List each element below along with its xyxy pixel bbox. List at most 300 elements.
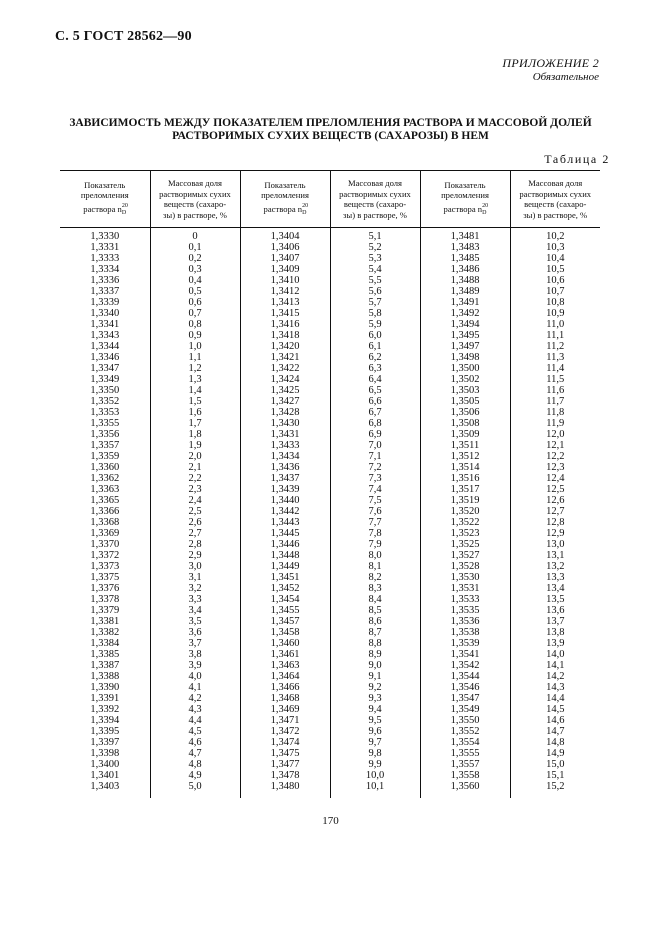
cell-mass-fraction: 8,0 <box>330 550 420 561</box>
cell-refractive-index: 1,3430 <box>240 418 330 429</box>
cell-mass-fraction: 10,5 <box>510 264 600 275</box>
cell-mass-fraction: 1,1 <box>150 352 240 363</box>
cell-mass-fraction: 12,6 <box>510 495 600 506</box>
header-ri-line-1: Показатель <box>264 179 306 190</box>
title-line-2: РАСТВОРИМЫХ СУХИХ ВЕЩЕСТВ (САХАРОЗЫ) В НЕМ <box>172 130 489 142</box>
cell-mass-fraction: 6,0 <box>330 330 420 341</box>
cell-mass-fraction: 1,3 <box>150 374 240 385</box>
table-row <box>60 319 600 330</box>
spacer-cell <box>330 792 420 798</box>
cell-mass-fraction: 11,1 <box>510 330 600 341</box>
header-ri-subscript: D <box>482 209 487 216</box>
cell-mass-fraction: 8,2 <box>330 572 420 583</box>
cell-mass-fraction: 12,9 <box>510 528 600 539</box>
cell-refractive-index: 1,3434 <box>240 451 330 462</box>
cell-mass-fraction: 13,0 <box>510 539 600 550</box>
table-row <box>60 462 600 473</box>
header-refractive-index <box>240 171 330 228</box>
cell-mass-fraction: 10,2 <box>510 228 600 243</box>
cell-mass-fraction: 4,0 <box>150 671 240 682</box>
cell-refractive-index: 1,3536 <box>420 616 510 627</box>
cell-refractive-index: 1,3503 <box>420 385 510 396</box>
cell-mass-fraction: 13,5 <box>510 594 600 605</box>
cell-refractive-index: 1,3458 <box>240 627 330 638</box>
table-row <box>60 429 600 440</box>
cell-refractive-index: 1,3446 <box>240 539 330 550</box>
cell-mass-fraction: 8,1 <box>330 561 420 572</box>
header-ri-line-3 <box>423 201 508 219</box>
cell-refractive-index: 1,3365 <box>90 495 120 506</box>
header-ri-superscript: 20 <box>302 202 309 209</box>
cell-mass-fraction: 5,5 <box>330 275 420 286</box>
document-header: С. 5 ГОСТ 28562—90 <box>55 29 192 44</box>
cell-mass-fraction: 9,8 <box>330 748 420 759</box>
cell-refractive-index: 1,3519 <box>420 495 510 506</box>
cell-mass-fraction: 11,8 <box>510 407 600 418</box>
cell-mass-fraction: 11,3 <box>510 352 600 363</box>
cell-mass-fraction: 11,2 <box>510 341 600 352</box>
cell-mass-fraction: 14,9 <box>510 748 600 759</box>
cell-mass-fraction: 0,2 <box>150 253 240 264</box>
cell-refractive-index: 1,3391 <box>90 693 120 704</box>
cell-mass-fraction: 3,1 <box>150 572 240 583</box>
cell-refractive-index: 1,3481 <box>420 228 510 243</box>
cell-mass-fraction: 12,2 <box>510 451 600 462</box>
header-md-line-1: Массовая доля <box>347 178 403 188</box>
cell-mass-fraction: 15,0 <box>510 759 600 770</box>
cell-mass-fraction: 12,1 <box>510 440 600 451</box>
page-title <box>62 117 599 143</box>
cell-mass-fraction: 5,9 <box>330 319 420 330</box>
table-row <box>60 726 600 737</box>
header-md-line-2: растворимых сухих <box>159 188 231 199</box>
cell-refractive-index: 1,3415 <box>240 308 330 319</box>
cell-mass-fraction: 14,4 <box>510 693 600 704</box>
header-md-line-4: зы) в растворе, % <box>343 209 407 220</box>
header-ri-line-1: Показатель <box>444 179 486 190</box>
cell-refractive-index: 1,3381 <box>90 616 120 627</box>
cell-mass-fraction: 7,5 <box>330 495 420 506</box>
cell-refractive-index: 1,3460 <box>240 638 330 649</box>
table-row <box>60 451 600 462</box>
cell-refractive-index: 1,3502 <box>420 374 510 385</box>
table-row <box>60 330 600 341</box>
appendix-title: ПРИЛОЖЕНИЕ 2 <box>502 56 599 70</box>
cell-refractive-index: 1,3368 <box>90 517 120 528</box>
cell-mass-fraction: 12,3 <box>510 462 600 473</box>
cell-refractive-index: 1,3375 <box>90 572 120 583</box>
cell-refractive-index: 1,3398 <box>90 748 120 759</box>
cell-refractive-index: 1,3353 <box>90 407 120 418</box>
header-ri-text: раствора n <box>83 203 122 214</box>
cell-mass-fraction: 1,8 <box>150 429 240 440</box>
cell-refractive-index: 1,3477 <box>240 759 330 770</box>
cell-mass-fraction: 4,3 <box>150 704 240 715</box>
table-row <box>60 638 600 649</box>
header-ri-line-3 <box>62 201 148 219</box>
cell-mass-fraction: 10,6 <box>510 275 600 286</box>
cell-mass-fraction: 13,9 <box>510 638 600 649</box>
cell-refractive-index: 1,3555 <box>420 748 510 759</box>
table-row <box>60 770 600 781</box>
cell-refractive-index: 1,3341 <box>90 319 120 330</box>
table-row <box>60 352 600 363</box>
table-row <box>60 363 600 374</box>
cell-mass-fraction: 1,6 <box>150 407 240 418</box>
cell-refractive-index: 1,3418 <box>240 330 330 341</box>
cell-refractive-index: 1,3538 <box>420 627 510 638</box>
cell-refractive-index: 1,3336 <box>90 275 120 286</box>
table-row <box>60 594 600 605</box>
cell-mass-fraction: 5,6 <box>330 286 420 297</box>
cell-refractive-index: 1,3360 <box>90 462 120 473</box>
cell-mass-fraction: 3,0 <box>150 561 240 572</box>
cell-mass-fraction: 7,4 <box>330 484 420 495</box>
cell-mass-fraction: 8,5 <box>330 605 420 616</box>
cell-mass-fraction: 0,3 <box>150 264 240 275</box>
cell-refractive-index: 1,3440 <box>240 495 330 506</box>
cell-mass-fraction: 5,2 <box>330 242 420 253</box>
cell-refractive-index: 1,3337 <box>90 286 120 297</box>
cell-refractive-index: 1,3544 <box>420 671 510 682</box>
cell-mass-fraction: 2,6 <box>150 517 240 528</box>
cell-refractive-index: 1,3431 <box>240 429 330 440</box>
cell-refractive-index: 1,3489 <box>420 286 510 297</box>
cell-mass-fraction: 10,3 <box>510 242 600 253</box>
cell-refractive-index: 1,3542 <box>420 660 510 671</box>
cell-mass-fraction: 8,6 <box>330 616 420 627</box>
table-row <box>60 539 600 550</box>
cell-refractive-index: 1,3352 <box>90 396 120 407</box>
table-row <box>60 627 600 638</box>
cell-mass-fraction: 4,8 <box>150 759 240 770</box>
cell-refractive-index: 1,3497 <box>420 341 510 352</box>
header-ri-subscript: D <box>302 209 307 216</box>
table-row <box>60 396 600 407</box>
appendix-label <box>502 56 599 84</box>
cell-refractive-index: 1,3525 <box>420 539 510 550</box>
cell-refractive-index: 1,3366 <box>90 506 120 517</box>
cell-refractive-index: 1,3463 <box>240 660 330 671</box>
table-row <box>60 308 600 319</box>
table-row <box>60 506 600 517</box>
cell-refractive-index: 1,3376 <box>90 583 120 594</box>
cell-refractive-index: 1,3512 <box>420 451 510 462</box>
cell-refractive-index: 1,3413 <box>240 297 330 308</box>
cell-mass-fraction: 2,0 <box>150 451 240 462</box>
table-row <box>60 385 600 396</box>
header-ri-superscript: 20 <box>121 202 128 209</box>
table-row <box>60 572 600 583</box>
cell-mass-fraction: 5,7 <box>330 297 420 308</box>
cell-mass-fraction: 0,4 <box>150 275 240 286</box>
cell-refractive-index: 1,3451 <box>240 572 330 583</box>
cell-mass-fraction: 0,6 <box>150 297 240 308</box>
cell-refractive-index: 1,3369 <box>90 528 120 539</box>
header-mass-fraction <box>330 171 420 228</box>
header-ri-line-2: преломления <box>441 190 489 201</box>
cell-mass-fraction: 3,6 <box>150 627 240 638</box>
cell-mass-fraction: 0,9 <box>150 330 240 341</box>
cell-refractive-index: 1,3546 <box>420 682 510 693</box>
table-row <box>60 253 600 264</box>
cell-refractive-index: 1,3372 <box>90 550 120 561</box>
cell-mass-fraction: 11,7 <box>510 396 600 407</box>
cell-mass-fraction: 2,9 <box>150 550 240 561</box>
header-ri-subscript: D <box>121 209 127 216</box>
cell-mass-fraction: 5,0 <box>150 781 240 792</box>
cell-refractive-index: 1,3528 <box>420 561 510 572</box>
cell-refractive-index: 1,3522 <box>420 517 510 528</box>
header-md-line-2: растворимых сухих <box>339 188 411 199</box>
cell-refractive-index: 1,3471 <box>240 715 330 726</box>
cell-refractive-index: 1,3331 <box>90 242 120 253</box>
cell-refractive-index: 1,3433 <box>240 440 330 451</box>
header-refractive-index <box>60 171 150 228</box>
cell-mass-fraction: 7,8 <box>330 528 420 539</box>
cell-refractive-index: 1,3350 <box>90 385 120 396</box>
cell-refractive-index: 1,3343 <box>90 330 120 341</box>
cell-mass-fraction: 13,3 <box>510 572 600 583</box>
cell-refractive-index: 1,3449 <box>240 561 330 572</box>
cell-mass-fraction: 2,7 <box>150 528 240 539</box>
cell-refractive-index: 1,3560 <box>420 781 510 792</box>
cell-mass-fraction: 9,1 <box>330 671 420 682</box>
cell-refractive-index: 1,3363 <box>90 484 120 495</box>
cell-mass-fraction: 14,3 <box>510 682 600 693</box>
table-row <box>60 495 600 506</box>
cell-refractive-index: 1,3403 <box>90 781 120 792</box>
cell-refractive-index: 1,3554 <box>420 737 510 748</box>
table-row <box>60 275 600 286</box>
cell-mass-fraction: 3,5 <box>150 616 240 627</box>
cell-refractive-index: 1,3400 <box>90 759 120 770</box>
cell-mass-fraction: 2,4 <box>150 495 240 506</box>
cell-refractive-index: 1,3362 <box>90 473 120 484</box>
cell-mass-fraction: 6,3 <box>330 363 420 374</box>
cell-mass-fraction: 15,1 <box>510 770 600 781</box>
cell-mass-fraction: 4,6 <box>150 737 240 748</box>
table-row <box>60 517 600 528</box>
refraction-table <box>60 170 600 798</box>
table-row <box>60 583 600 594</box>
header-ri-line-2: преломления <box>80 190 129 201</box>
cell-refractive-index: 1,3500 <box>420 363 510 374</box>
cell-refractive-index: 1,3339 <box>90 297 120 308</box>
cell-refractive-index: 1,3516 <box>420 473 510 484</box>
table-row <box>60 616 600 627</box>
table-row <box>60 759 600 770</box>
cell-mass-fraction: 8,7 <box>330 627 420 638</box>
cell-refractive-index: 1,3409 <box>240 264 330 275</box>
cell-refractive-index: 1,3388 <box>90 671 120 682</box>
cell-mass-fraction: 14,1 <box>510 660 600 671</box>
cell-mass-fraction: 10,9 <box>510 308 600 319</box>
cell-mass-fraction: 4,9 <box>150 770 240 781</box>
cell-refractive-index: 1,3511 <box>420 440 510 451</box>
header-md-line-1: Массовая доля <box>528 178 583 188</box>
cell-mass-fraction: 10,0 <box>330 770 420 781</box>
cell-refractive-index: 1,3509 <box>420 429 510 440</box>
cell-refractive-index: 1,3395 <box>90 726 120 737</box>
cell-mass-fraction: 3,9 <box>150 660 240 671</box>
cell-mass-fraction: 9,7 <box>330 737 420 748</box>
cell-refractive-index: 1,3392 <box>90 704 120 715</box>
cell-mass-fraction: 6,4 <box>330 374 420 385</box>
cell-mass-fraction: 10,4 <box>510 253 600 264</box>
cell-refractive-index: 1,3378 <box>90 594 120 605</box>
cell-refractive-index: 1,3437 <box>240 473 330 484</box>
cell-refractive-index: 1,3547 <box>420 693 510 704</box>
cell-refractive-index: 1,3527 <box>420 550 510 561</box>
cell-refractive-index: 1,3505 <box>420 396 510 407</box>
cell-mass-fraction: 7,3 <box>330 473 420 484</box>
cell-mass-fraction: 1,7 <box>150 418 240 429</box>
cell-refractive-index: 1,3330 <box>90 231 120 242</box>
cell-mass-fraction: 11,4 <box>510 363 600 374</box>
cell-refractive-index: 1,3498 <box>420 352 510 363</box>
cell-mass-fraction: 9,9 <box>330 759 420 770</box>
cell-refractive-index: 1,3469 <box>240 704 330 715</box>
cell-mass-fraction: 7,0 <box>330 440 420 451</box>
cell-refractive-index: 1,3531 <box>420 583 510 594</box>
cell-refractive-index: 1,3533 <box>420 594 510 605</box>
cell-refractive-index: 1,3455 <box>240 605 330 616</box>
table-row <box>60 264 600 275</box>
cell-mass-fraction: 8,4 <box>330 594 420 605</box>
header-md-line-2: растворимых сухих <box>519 188 592 199</box>
cell-refractive-index: 1,3464 <box>240 671 330 682</box>
cell-refractive-index: 1,3486 <box>420 264 510 275</box>
cell-mass-fraction: 3,4 <box>150 605 240 616</box>
header-md-line-3: веществ (сахаро- <box>163 199 227 209</box>
cell-refractive-index: 1,3454 <box>240 594 330 605</box>
cell-mass-fraction: 11,6 <box>510 385 600 396</box>
cell-mass-fraction: 9,3 <box>330 693 420 704</box>
cell-refractive-index: 1,3390 <box>90 682 120 693</box>
cell-mass-fraction: 9,5 <box>330 715 420 726</box>
cell-refractive-index: 1,3539 <box>420 638 510 649</box>
cell-refractive-index: 1,3359 <box>90 451 120 462</box>
title-line-1: ЗАВИСИМОСТЬ МЕЖДУ ПОКАЗАТЕЛЕМ ПРЕЛОМЛЕНИЯ РАСТВОРА И МАССОВОЙ ДОЛЕЙ <box>69 117 592 129</box>
table-row <box>60 781 600 792</box>
cell-mass-fraction: 1,5 <box>150 396 240 407</box>
table-row <box>60 341 600 352</box>
cell-mass-fraction: 10,1 <box>330 781 420 792</box>
cell-refractive-index: 1,3410 <box>240 275 330 286</box>
cell-refractive-index: 1,3550 <box>420 715 510 726</box>
cell-refractive-index: 1,3495 <box>420 330 510 341</box>
cell-refractive-index: 1,3428 <box>240 407 330 418</box>
table-row <box>60 682 600 693</box>
cell-mass-fraction: 13,7 <box>510 616 600 627</box>
cell-refractive-index: 1,3384 <box>90 638 120 649</box>
cell-refractive-index: 1,3349 <box>90 374 120 385</box>
cell-refractive-index: 1,3424 <box>240 374 330 385</box>
cell-refractive-index: 1,3340 <box>90 308 120 319</box>
cell-mass-fraction: 13,6 <box>510 605 600 616</box>
cell-mass-fraction: 12,4 <box>510 473 600 484</box>
cell-mass-fraction: 12,7 <box>510 506 600 517</box>
table-row <box>60 737 600 748</box>
cell-mass-fraction: 10,8 <box>510 297 600 308</box>
header-ri-superscript: 20 <box>482 202 489 209</box>
cell-refractive-index: 1,3475 <box>240 748 330 759</box>
table-row <box>60 748 600 759</box>
cell-refractive-index: 1,3397 <box>90 737 120 748</box>
cell-mass-fraction: 6,2 <box>330 352 420 363</box>
cell-refractive-index: 1,3558 <box>420 770 510 781</box>
cell-mass-fraction: 11,5 <box>510 374 600 385</box>
cell-mass-fraction: 13,2 <box>510 561 600 572</box>
cell-mass-fraction: 12,0 <box>510 429 600 440</box>
cell-mass-fraction: 15,2 <box>510 781 600 792</box>
header-md-line-1: Массовая доля <box>167 178 223 188</box>
cell-refractive-index: 1,3557 <box>420 759 510 770</box>
cell-mass-fraction: 1,0 <box>150 341 240 352</box>
cell-refractive-index: 1,3387 <box>90 660 120 671</box>
cell-refractive-index: 1,3523 <box>420 528 510 539</box>
header-ri-text: раствора n <box>443 203 483 214</box>
appendix-status: Обязательное <box>532 71 599 83</box>
cell-refractive-index: 1,3422 <box>240 363 330 374</box>
cell-refractive-index: 1,3382 <box>90 627 120 638</box>
cell-refractive-index: 1,3357 <box>90 440 120 451</box>
table-row <box>60 660 600 671</box>
table-row <box>60 649 600 660</box>
header-ri-line-3 <box>243 201 328 219</box>
cell-refractive-index: 1,3468 <box>240 693 330 704</box>
cell-refractive-index: 1,3373 <box>90 561 120 572</box>
cell-mass-fraction: 4,5 <box>150 726 240 737</box>
header-ri-text: раствора n <box>263 203 303 214</box>
header-refractive-index <box>420 171 510 228</box>
cell-refractive-index: 1,3506 <box>420 407 510 418</box>
header-ri-line-2: преломления <box>261 190 309 201</box>
cell-mass-fraction: 4,4 <box>150 715 240 726</box>
cell-refractive-index: 1,3478 <box>240 770 330 781</box>
table-spacer-row <box>60 792 600 798</box>
cell-refractive-index: 1,3421 <box>240 352 330 363</box>
cell-refractive-index: 1,3520 <box>420 506 510 517</box>
cell-refractive-index: 1,3549 <box>420 704 510 715</box>
cell-refractive-index: 1,3425 <box>240 385 330 396</box>
cell-refractive-index: 1,3491 <box>420 297 510 308</box>
cell-refractive-index: 1,3334 <box>90 264 120 275</box>
cell-mass-fraction: 6,5 <box>330 385 420 396</box>
cell-mass-fraction: 13,8 <box>510 627 600 638</box>
cell-refractive-index: 1,3346 <box>90 352 120 363</box>
table-body <box>60 228 600 799</box>
cell-refractive-index: 1,3355 <box>90 418 120 429</box>
cell-mass-fraction: 14,5 <box>510 704 600 715</box>
cell-refractive-index: 1,3494 <box>420 319 510 330</box>
cell-mass-fraction: 0 <box>150 228 240 243</box>
table-row <box>60 418 600 429</box>
table-row <box>60 605 600 616</box>
cell-refractive-index: 1,3480 <box>240 781 330 792</box>
header-mass-fraction <box>150 171 240 228</box>
cell-mass-fraction: 0,1 <box>150 242 240 253</box>
table-row <box>60 297 600 308</box>
cell-refractive-index: 1,3370 <box>90 539 120 550</box>
table-header-row <box>60 171 600 228</box>
spacer-cell <box>60 792 150 798</box>
cell-mass-fraction: 13,4 <box>510 583 600 594</box>
header-md-line-4: зы) в растворе, % <box>523 209 588 220</box>
table-row <box>60 693 600 704</box>
cell-refractive-index: 1,3404 <box>240 228 330 243</box>
